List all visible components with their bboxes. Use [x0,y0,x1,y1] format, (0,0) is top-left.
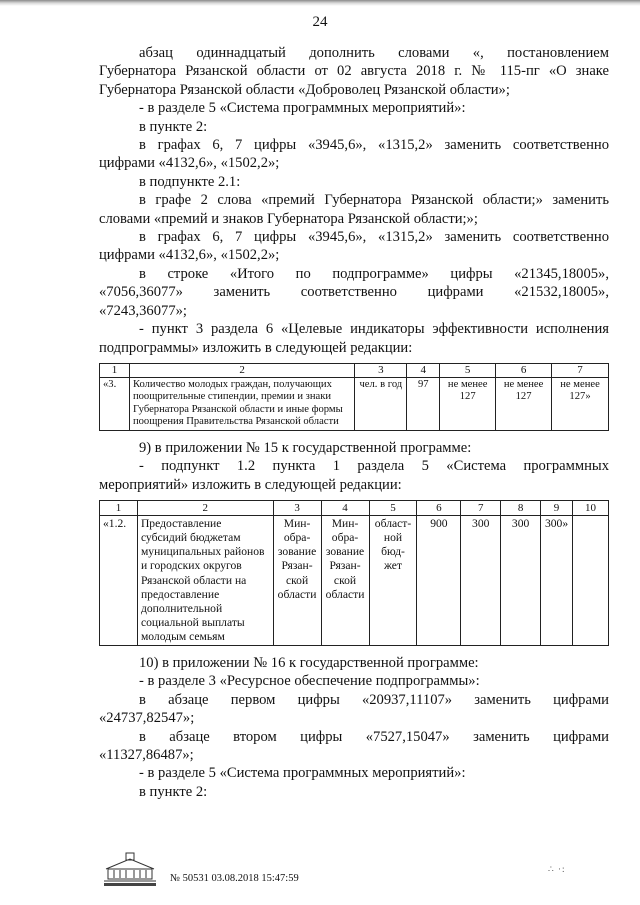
paragraph [99,191,609,228]
header-cell-6: 6 [496,363,552,377]
header-cell-7: 7 [461,501,501,516]
header-cell-8: 8 [501,501,541,516]
cell-3: Мин-обра-зование Рязан-ской области [273,516,321,646]
paragraph [99,654,609,672]
text-line: словами «премий и знаков Губернатора Рязанской области;»; [99,210,478,227]
header-cell-4: 4 [321,501,369,516]
cell-6: 900 [417,516,461,646]
text-line: мероприятий» изложить в следующей редакции: [99,476,402,493]
scan-mark: ∴ ·: [548,864,566,874]
paragraph [99,118,609,136]
paragraph [99,228,609,265]
text-line: в графах 6, 7 цифры «3945,6», «1315,2» заменить соответственно [139,229,609,246]
text-line: 10) в приложении № 16 к государственной программе: [139,655,479,672]
paragraph [99,320,609,357]
paragraphs-mid [99,439,609,494]
text-line: подпрограммы» изложить в следующей редакции: [99,339,413,356]
text-line: в графах 6, 7 цифры «3945,6», «1315,2» заменить соответственно [139,137,609,154]
paragraph [99,136,609,173]
text-line: «7056,36077» заменить соответственно цифрами «21532,18005», [99,284,609,301]
header-cell-2: 2 [137,501,273,516]
text-line: в строке «Итого по подпрограмме» цифры «21345,18005», [139,265,609,282]
table-row [100,377,609,430]
government-building-logo-icon [102,849,158,887]
header-cell-1: 1 [100,363,130,377]
text-line: абзац одиннадцатый дополнить словами «, постановлением [139,45,609,61]
program-measures-table [99,500,609,646]
header-cell-5: 5 [369,501,417,516]
header-cell-1: 1 [100,501,138,516]
header-cell-5: 5 [440,363,496,377]
text-line: «7243,36077»; [99,302,187,319]
text-line: в абзаце первом цифры «20937,11107» заменить цифрами [139,691,609,708]
cell-1: «3. [100,377,130,430]
paragraph [99,44,609,99]
paragraph [99,457,609,494]
cell-4: 97 [407,377,440,430]
text-line: - в разделе 5 «Система программных мероприятий»: [139,100,466,117]
scan-edge [0,0,640,6]
header-cell-3: 3 [355,363,407,377]
text-line: - подпункт 1.2 пункта 1 раздела 5 «Система программных [139,458,609,475]
cell-4: Мин-обра-зование Рязан-ской области [321,516,369,646]
paragraphs-top [99,44,609,357]
paragraph [99,691,609,728]
cell-10 [573,516,609,646]
header-cell-10: 10 [573,501,609,516]
text-line: «11327,86487»; [99,747,194,764]
text-line: Губернатора Рязанской области от 02 августа 2018 г. № 115-пг «О знаке [99,63,609,80]
text-line: - в разделе 5 «Система программных мероприятий»: [139,765,466,782]
cell-8: 300 [501,516,541,646]
text-line: Губернатора Рязанской области «Доброволец Рязанской области»; [99,81,510,98]
cell-5: не менее 127 [440,377,496,430]
header-cell-7: 7 [552,363,609,377]
text-line: цифрами «4132,6», «1502,2»; [99,247,280,264]
paragraphs-bottom [99,654,609,801]
paragraph [99,265,609,320]
document-registration-stamp: № 50531 03.08.2018 15:47:59 [170,873,299,884]
paragraph [99,672,609,690]
text-line: в пункте 2: [139,783,208,800]
header-cell-9: 9 [541,501,573,516]
text-line: в пункте 2: [139,118,208,135]
cell-3: чел. в год [355,377,407,430]
paragraph [99,439,609,457]
paragraph [99,764,609,782]
text-line: в подпункте 2.1: [139,173,241,190]
paragraph [99,99,609,117]
text-line: - пункт 3 раздела 6 «Целевые индикаторы эффективности исполнения [139,321,609,338]
header-cell-3: 3 [273,501,321,516]
paragraph [99,783,609,801]
paragraph [99,728,609,765]
header-cell-6: 6 [417,501,461,516]
cell-9: 300» [541,516,573,646]
header-cell-4: 4 [407,363,440,377]
text-line: в абзаце втором цифры «7527,15047» заменить цифрами [139,728,609,745]
program-measures-table-header [100,501,609,516]
cell-6: не менее 127 [496,377,552,430]
text-line: «24737,82547»; [99,710,195,727]
cell-7: 300 [461,516,501,646]
indicator-table-header [100,363,609,377]
paragraph [99,173,609,191]
indicator-table [99,363,609,431]
text-line: - в разделе 3 «Ресурсное обеспечение подпрограммы»: [139,673,480,690]
page-number: 24 [312,14,328,30]
text-line: в графе 2 слова «премий Губернатора Рязанской области;» заменить [139,192,609,209]
cell-1: «1.2. [100,516,138,646]
document-body [99,44,609,801]
text-line: цифрами «4132,6», «1502,2»; [99,155,280,172]
header-cell-2: 2 [129,363,354,377]
cell-2: Предоставление субсидий бюджетам муниципальных районов и городских округов Рязанской области на предоставление дополнительной социальной выплаты молодым семьям [137,516,273,646]
table-row [100,516,609,646]
text-line: 9) в приложении № 15 к государственной программе: [139,439,472,456]
cell-7: не менее 127» [552,377,609,430]
cell-2: Количество молодых граждан, получающих поощрительные стипендии, премии и знаки Губернатора Рязанской области и иные формы поощрения Правительства Рязанской области [129,377,354,430]
cell-5: област-ной бюд-жет [369,516,417,646]
